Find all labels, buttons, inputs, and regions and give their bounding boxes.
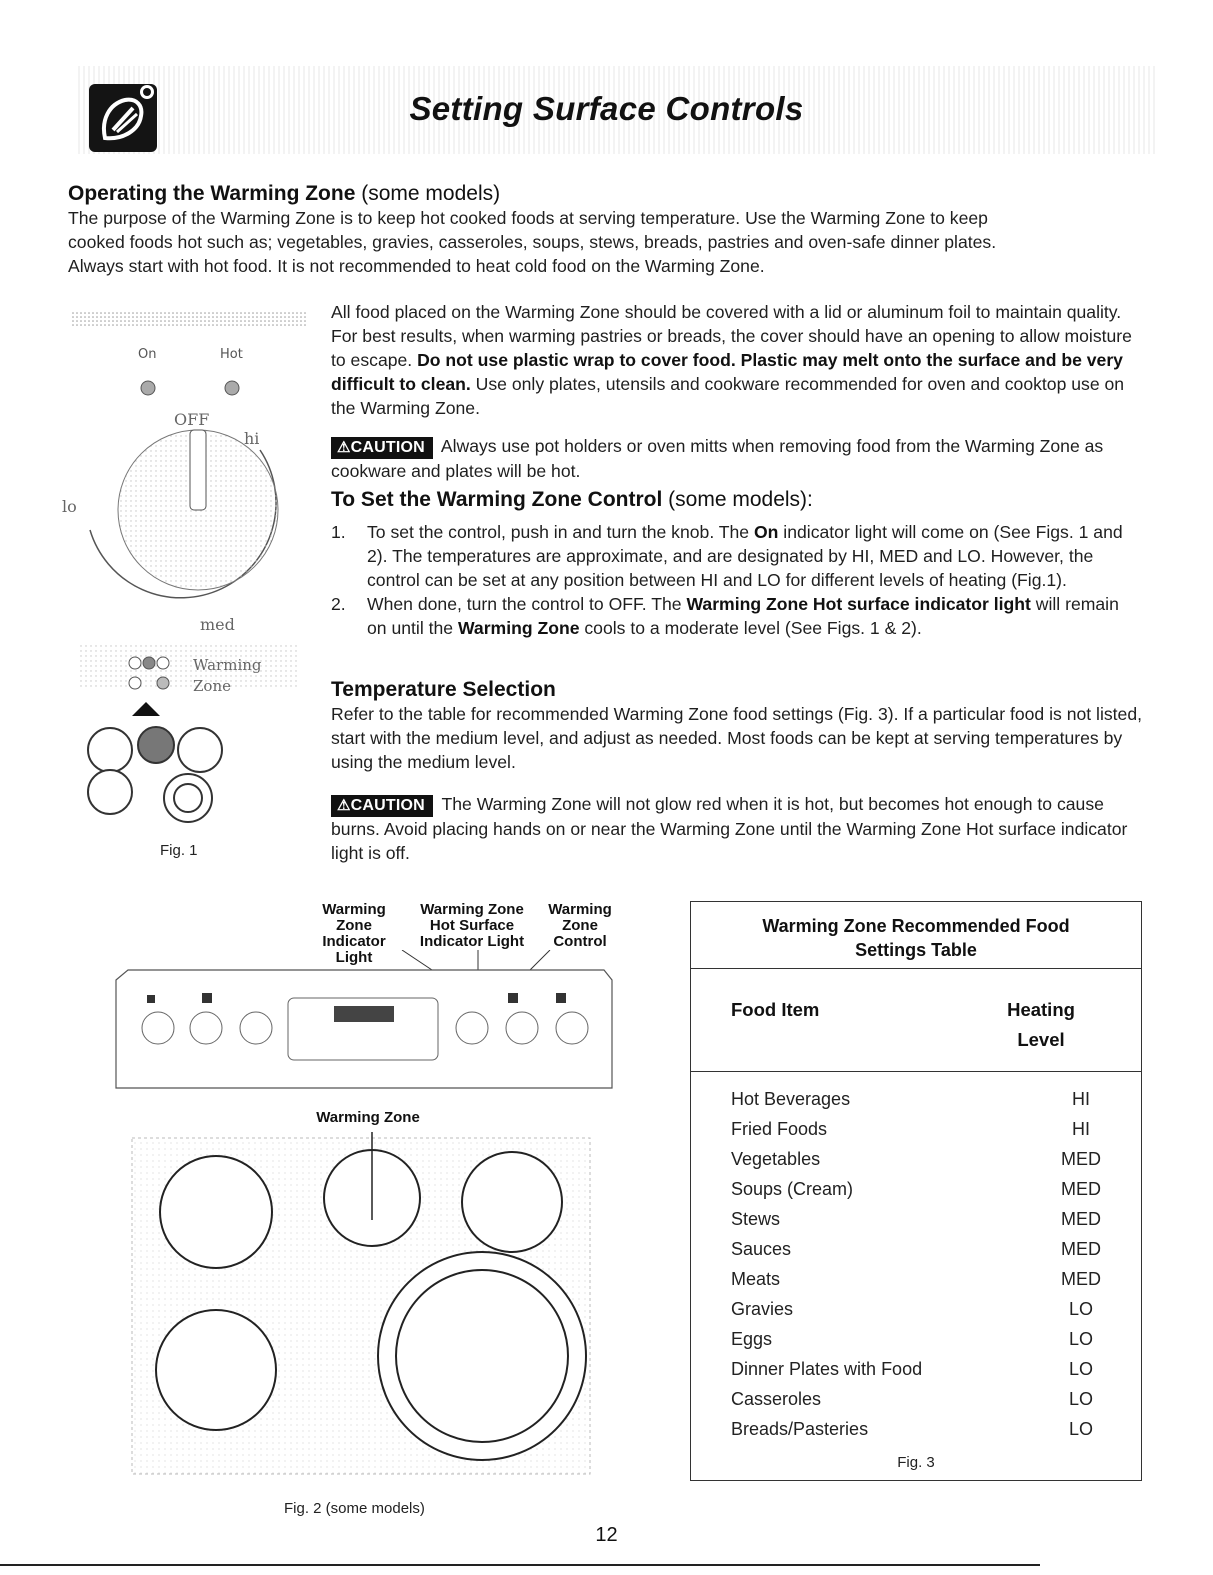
table-row [731,1354,1111,1384]
column-header-heating [981,995,1101,1055]
indicator-panel [80,645,300,689]
callout-2-line-1: Warming Zone [420,901,524,918]
food-item: Hot Beverages [731,1089,851,1109]
step-2-number: 2. [331,594,346,614]
step-2-text-bold-2: Warming Zone [457,618,580,638]
temperature-section [331,678,1146,774]
control-panel-strip [70,310,306,326]
cover-text-1: All food placed on the Warming Zone should be covered with a lid or aluminum foil to maintain quality. For best results, when warming pastries or breads, the cover should have an opening to allow moisture to escape. [331,302,1132,370]
fig2-caption: Fig. 2 (some models) [284,1500,425,1517]
callout-hot-surface-indicator [412,902,532,950]
table-row [731,1414,1111,1444]
table-divider [691,1071,1141,1072]
table-row [731,1114,1111,1144]
callout-warming-zone-control [540,902,620,950]
heating-level: LO [1068,1389,1093,1409]
caution-2 [331,792,1146,865]
label-med: med [200,615,235,634]
fig1-warming-control-diagram [60,300,320,860]
step-1-number: 1. [331,522,346,542]
food-item: Vegetables [731,1149,821,1169]
callout-3-line-3: Control [553,933,607,950]
page-title: Setting Surface Controls [409,90,804,127]
cover-paragraph [331,300,1139,420]
label-zone: Zone [193,677,231,695]
food-item: Sauces [731,1239,792,1259]
heating-level: LO [1068,1419,1093,1439]
table-title-line-1: Warming Zone Recommended Food [762,916,1070,936]
temperature-paragraph: Refer to the table for recommended Warming Zone food settings (Fig. 3). If a particular food is not listed, start with the medium level, and adjust as needed. Most foods can be kept at serving temperatures by using the medium level. [331,704,1142,772]
table-row [731,1144,1111,1174]
step-1-text-a: To set the control, push in and turn the knob. The [367,522,754,542]
callout-1-line-1: Warming [322,901,386,918]
fig2-cooktop-diagram [110,950,630,1480]
caution-badge-label: CAUTION [350,797,425,814]
caution-badge-label: CAUTION [350,439,425,456]
set-control-steps [331,520,1139,640]
step-2-text-bold-1: Warming Zone Hot surface indicator light [686,594,1031,614]
warming-zone-control-knob [456,1012,488,1044]
intro-heading [68,182,1148,206]
fig1-caption: Fig. 1 [160,842,198,859]
hot-indicator-light [225,381,239,395]
food-item: Soups (Cream) [731,1179,854,1199]
warning-triangle-icon: ⚠ [337,439,351,456]
caution-2-text: The Warming Zone will not glow red when it is hot, but becomes hot enough to cause burns. Avoid placing hands on or near the Warming Zone until the Warming Zone Hot surface indicator light is off. [331,794,1128,863]
heating-level: MED [1061,1149,1101,1169]
label-warming: Warming [193,656,262,674]
heating-level: MED [1061,1209,1101,1229]
table-row [731,1084,1111,1114]
caution-badge [331,795,433,817]
step-2-text-a: When done, turn the control to OFF. The [367,594,687,614]
bottom-rule [0,1564,1040,1566]
callout-3-line-1: Warming [548,901,612,918]
column-header-food: Food Item [731,999,820,1020]
pointer-triangle-icon [132,702,160,716]
heating-level: HI [1072,1089,1090,1109]
table-title-line-2: Settings Table [855,940,977,960]
heating-level: LO [1068,1359,1093,1379]
heating-level: LO [1068,1299,1093,1319]
column-header-heating-line-2: Level [1017,1029,1065,1050]
table-divider [691,968,1141,969]
column-header-heating-line-1: Heating [1007,999,1075,1020]
fig3-caption: Fig. 3 [897,1454,935,1471]
table-row [731,1204,1111,1234]
on-indicator-light [141,381,155,395]
table-row [731,1384,1111,1414]
intro-heading-plain: (some models) [355,182,501,205]
intro-line-1: The purpose of the Warming Zone is to keep hot cooked foods at serving temperature. Use the Warming Zone to keep [68,208,988,228]
caution-badge [331,437,433,459]
food-item: Stews [731,1209,781,1229]
callout-1-line-2: Zone [336,917,372,934]
set-control-heading [331,488,1139,512]
intro-line-3: Always start with hot food. It is not recommended to heat cold food on the Warming Zone. [68,256,765,276]
callout-warming-zone: Warming Zone [316,1109,420,1126]
callout-1-line-3: Indicator Light [322,933,386,966]
step-1 [331,520,1139,592]
knob-pointer [190,430,206,510]
table-row [731,1174,1111,1204]
intro-heading-bold: Operating the Warming Zone [68,182,356,205]
page-number: 12 [595,1524,618,1546]
table-row [731,1264,1111,1294]
food-item: Casseroles [731,1389,822,1409]
temperature-heading: Temperature Selection [331,678,556,701]
heating-level: MED [1061,1269,1101,1289]
table-row [731,1234,1111,1264]
food-item: Breads/Pasteries [731,1419,869,1439]
step-1-text-bold: On [753,522,779,542]
callout-3-line-2: Zone [562,917,598,934]
food-item: Dinner Plates with Food [731,1359,923,1379]
heating-level: LO [1068,1329,1093,1349]
label-lo: lo [62,497,77,516]
label-hot: Hot [220,347,243,362]
table-title [691,914,1141,962]
label-off: OFF [174,410,210,429]
caution-1 [331,434,1139,483]
set-control-section [331,488,1139,640]
caution-1-text: Always use pot holders or oven mitts when removing food from the Warming Zone as cookware and plates will be hot. [331,436,1104,481]
cover-warning-bold: Do not use plastic wrap to cover food. Plastic may melt onto the surface and be very difficult to clean. [331,350,1123,394]
food-item: Meats [731,1269,781,1289]
set-control-heading-bold: To Set the Warming Zone Control [331,488,663,511]
heating-level: MED [1061,1179,1101,1199]
food-item: Fried Foods [731,1119,828,1139]
label-on: On [138,347,157,362]
food-settings-table [690,901,1142,1481]
set-control-heading-plain: (some models): [662,488,813,511]
table-row [731,1324,1111,1354]
callout-2-line-3: Indicator Light [419,933,525,950]
step-2 [331,592,1139,640]
callout-2-line-2: Hot Surface [429,917,515,934]
intro-paragraph [68,206,1148,278]
warming-zone-element-icon [138,727,174,763]
heating-level: HI [1072,1119,1090,1139]
food-item: Eggs [731,1329,773,1349]
heating-level: MED [1061,1239,1101,1259]
table-row [731,1294,1111,1324]
step-2-text-e: cools to a moderate level (See Figs. 1 & 2). [579,618,922,638]
cover-text-2: Use only plates, utensils and cookware recommended for oven and cooktop use on the Warming Zone. [331,374,1125,418]
warning-triangle-icon: ⚠ [337,797,351,814]
label-hi: hi [244,429,260,448]
step-2-text-c: will remain on until the [367,594,1119,638]
intro-section [68,182,1148,278]
food-item: Gravies [731,1299,794,1319]
intro-line-2: cooked foods hot such as; vegetables, gravies, casseroles, soups, stews, breads, pastries and oven-safe dinner plates. [68,232,997,252]
step-1-text-c: indicator light will come on (See Figs. 1 and 2). The temperatures are approximate, and are designated by HI, MED and LO. However, the control can be set at any position between HI and LO for different levels of heating (Fig.1). [367,522,1123,590]
